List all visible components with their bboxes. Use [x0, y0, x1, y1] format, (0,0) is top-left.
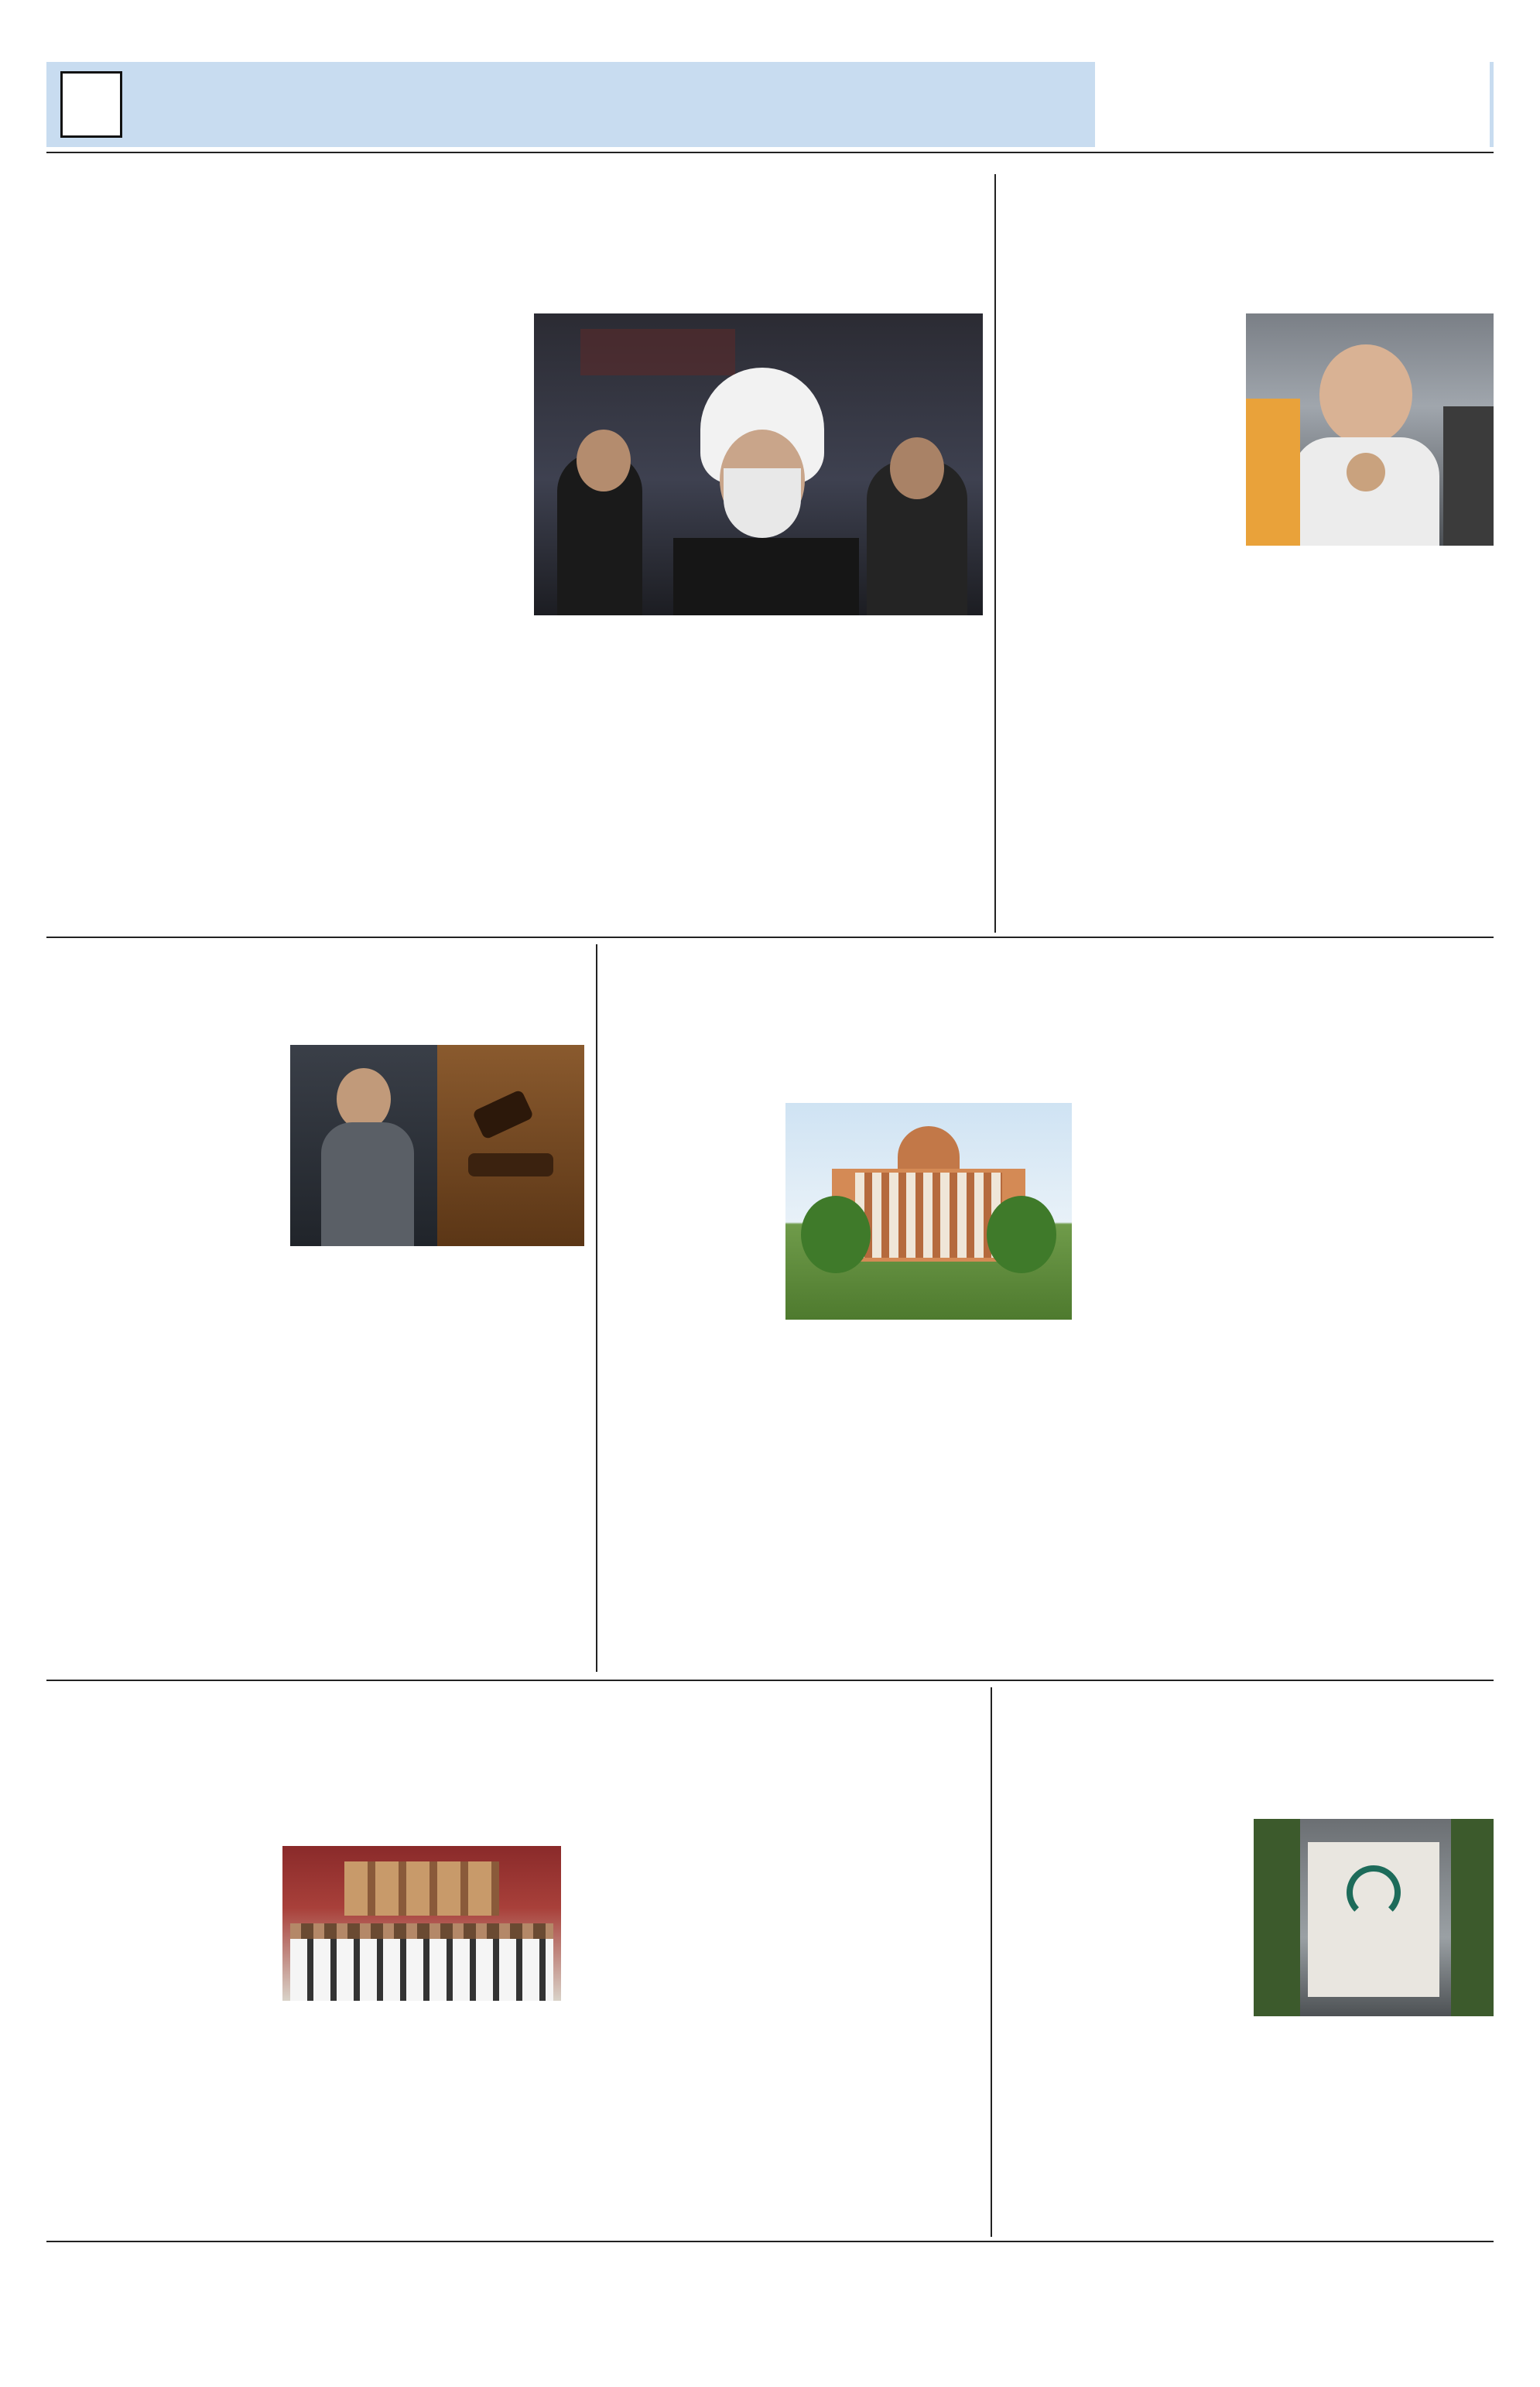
story5-col2: [282, 2009, 561, 2229]
story1-col1: [46, 313, 263, 925]
logo: [1095, 56, 1490, 152]
story5-photo: [282, 1846, 561, 2001]
story5-col1: [46, 1846, 271, 2229]
story3-photo: [290, 1045, 584, 1246]
story1-col4: [762, 623, 983, 925]
story5-col4: [778, 1846, 979, 2229]
story4-col4: [1292, 1103, 1494, 1664]
story5-col3: [573, 1846, 766, 2229]
story3-col1: [46, 1045, 279, 1664]
story1-photo: [534, 313, 983, 615]
story6-photo: [1254, 1819, 1494, 2016]
story1-col3: [534, 623, 751, 925]
story6-text-bottom: [1002, 2105, 1494, 2229]
story2-text-bottom-right: [1250, 553, 1494, 925]
masthead: [46, 62, 1494, 147]
story2-photo: [1246, 313, 1494, 546]
story4-photo: [785, 1103, 1072, 1320]
story1-col2: [275, 313, 518, 925]
story2-text-top: [1006, 313, 1238, 662]
story2-text-bottom-left: [1006, 670, 1238, 925]
story4-col1: [607, 1103, 778, 1664]
story4-col2: [785, 1327, 1072, 1664]
page-number-box: [60, 71, 122, 138]
story3-col2: [290, 1254, 584, 1664]
story6-text-top: [1002, 1819, 1242, 2098]
story4-col3: [1083, 1103, 1281, 1664]
